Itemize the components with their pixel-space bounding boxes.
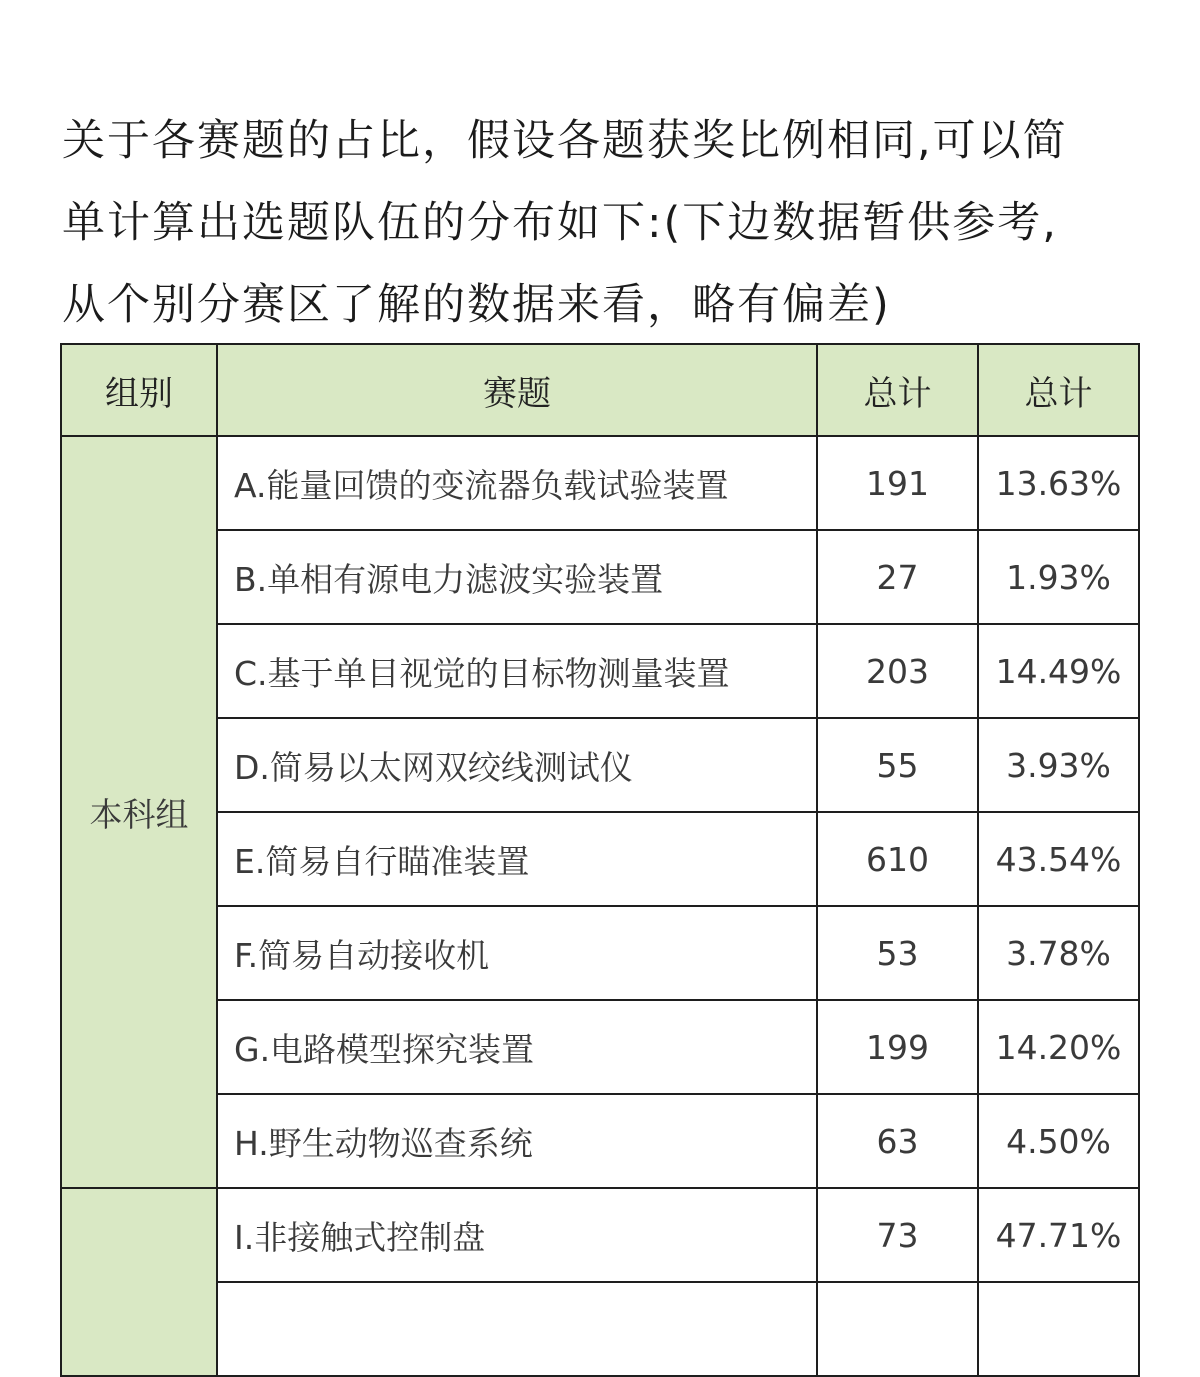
table-row — [61, 530, 1139, 624]
topic-total: 73 — [817, 1188, 978, 1282]
topic-total: 191 — [817, 436, 978, 530]
header-group: 组别 — [61, 344, 217, 436]
intro-line: 从个别分赛区了解的数据来看，略有偏差) — [62, 280, 891, 330]
intro-line: 关于各赛题的占比，假设各题获奖比例相同,可以简 — [62, 116, 1068, 166]
table-row — [61, 436, 1139, 530]
topic-percent: 14.49% — [978, 624, 1139, 718]
topic-title: F.简易自动接收机 — [217, 906, 817, 1000]
topic-total: 63 — [817, 1094, 978, 1188]
topic-percent: 13.63% — [978, 436, 1139, 530]
topic-percent: 14.20% — [978, 1000, 1139, 1094]
topic-percent-cut-off — [978, 1282, 1139, 1376]
table-row — [61, 1094, 1139, 1188]
topic-total: 55 — [817, 718, 978, 812]
topic-percent: 4.50% — [978, 1094, 1139, 1188]
topic-title: G.电路模型探究装置 — [217, 1000, 817, 1094]
group-label-second — [61, 1188, 217, 1376]
topic-total: 27 — [817, 530, 978, 624]
table-row — [61, 718, 1139, 812]
topic-percent: 1.93% — [978, 530, 1139, 624]
table-row — [61, 1000, 1139, 1094]
topic-title: I.非接触式控制盘 — [217, 1188, 817, 1282]
table-row — [61, 624, 1139, 718]
topic-title: D.简易以太网双绞线测试仪 — [217, 718, 817, 812]
table-row — [61, 1188, 1139, 1282]
header-topic: 赛题 — [217, 344, 817, 436]
topic-percent: 43.54% — [978, 812, 1139, 906]
topic-title-cut-off — [217, 1282, 817, 1376]
group-label-undergraduate: 本科组 — [61, 436, 217, 1188]
table-row-partial — [61, 1282, 1139, 1376]
topic-total: 53 — [817, 906, 978, 1000]
topic-percent: 47.71% — [978, 1188, 1139, 1282]
topic-total: 199 — [817, 1000, 978, 1094]
topic-percent: 3.93% — [978, 718, 1139, 812]
table-header-row — [61, 344, 1139, 436]
intro-line: 单计算出选题队伍的分布如下:(下边数据暂供参考, — [62, 198, 1058, 248]
topic-total: 610 — [817, 812, 978, 906]
topic-distribution-table — [60, 343, 1140, 1377]
topic-title: A.能量回馈的变流器负载试验装置 — [217, 436, 817, 530]
header-total: 总计 — [817, 344, 978, 436]
topic-title: H.野生动物巡查系统 — [217, 1094, 817, 1188]
intro-paragraph — [62, 100, 1152, 346]
topic-title: C.基于单目视觉的目标物测量装置 — [217, 624, 817, 718]
topic-title: B.单相有源电力滤波实验装置 — [217, 530, 817, 624]
topic-total: 203 — [817, 624, 978, 718]
table-row — [61, 812, 1139, 906]
header-total-percent: 总计 — [978, 344, 1139, 436]
table-row — [61, 906, 1139, 1000]
topic-title: E.简易自行瞄准装置 — [217, 812, 817, 906]
topic-total-cut-off — [817, 1282, 978, 1376]
topic-percent: 3.78% — [978, 906, 1139, 1000]
